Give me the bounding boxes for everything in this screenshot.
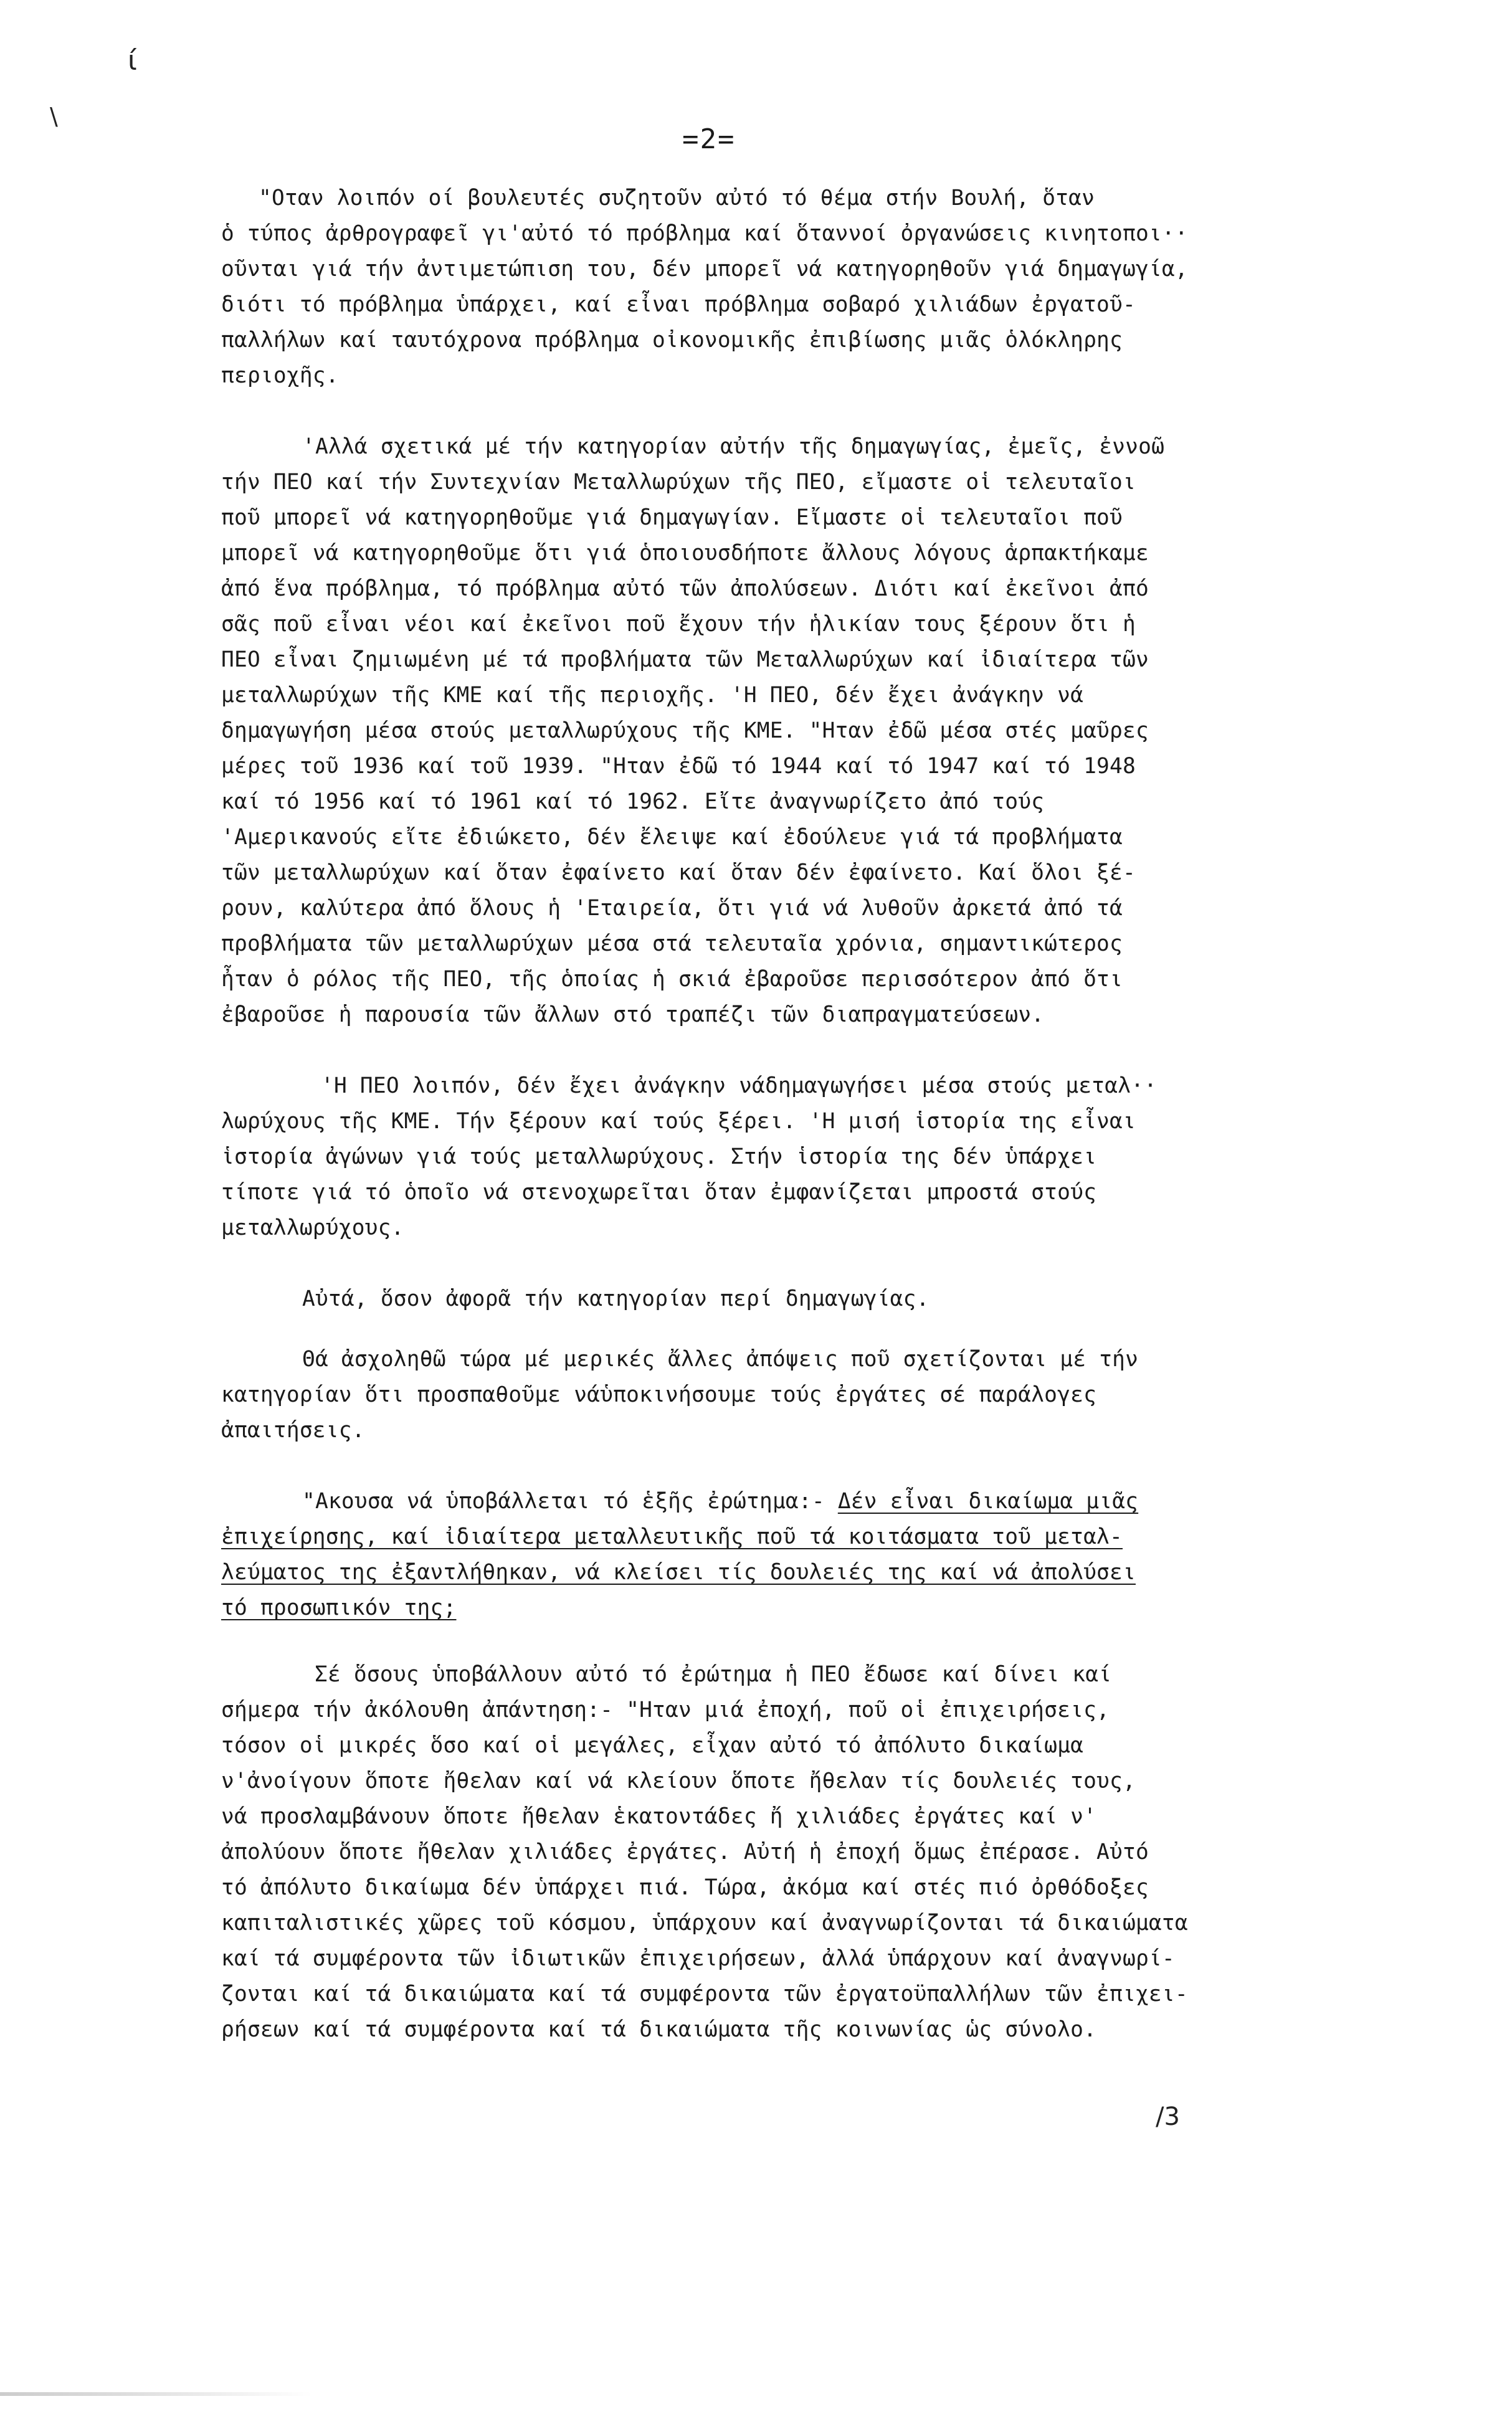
text-line: περιοχῆς. bbox=[221, 363, 339, 388]
margin-mark-top: ί bbox=[128, 45, 137, 77]
question-text: λεύματος της ἐξαντλήθηκαν, νά κλείσει τίς δουλειές της καί νά ἀπολύσει bbox=[221, 1560, 1136, 1585]
paragraph-7 bbox=[221, 1657, 1374, 2048]
text-line: ζονται καί τά δικαιώματα καί τά συμφέροντα τῶν ἐργατοϋπαλλήλων τῶν ἐπιχει- bbox=[221, 1982, 1188, 2007]
text-line: ν'ἀνοίγουν ὅποτε ἤθελαν καί νά κλείουν ὅποτε ἤθελαν τίς δουλειές τους, bbox=[221, 1769, 1136, 1794]
text-line: σᾶς ποῦ εἶναι νέοι καί ἐκεῖνοι ποῦ ἔχουν τήν ἡλικίαν τους ξέρουν ὅτι ἡ bbox=[221, 612, 1136, 637]
text-line: τόσον οἱ μικρές ὅσο καί οἱ μεγάλες, εἶχαν αὐτό τό ἀπόλυτο δικαίωμα bbox=[221, 1733, 1084, 1758]
text-line: τίποτε γιά τό ὁποῖο νά στενοχωρεῖται ὅταν ἐμφανίζεται μπροστά στούς bbox=[221, 1180, 1097, 1205]
text-line: λωρύχους τῆς ΚΜΕ. Τήν ξέρουν καί τούς ξέρει. 'Η μισή ἱστορία της εἶναι bbox=[221, 1109, 1136, 1134]
text-line: 'Αμερικανούς εἴτε ἐδιώκετο, δέν ἔλειψε καί ἐδούλευε γιά τά προβλήματα bbox=[221, 825, 1123, 850]
text-line: ὁ τύπος ἀρθρογραφεῖ γι'αὐτό τό πρόβλημα καί ὅταννοί ὀργανώσεις κινητοποι·· bbox=[221, 221, 1188, 246]
text-line: μέρες τοῦ 1936 καί τοῦ 1939. "Ηταν ἐδῶ τό 1944 καί τό 1947 καί τό 1948 bbox=[221, 754, 1136, 779]
text-line: Σέ ὅσους ὑποβάλλουν αὐτό τό ἐρώτημα ἡ ΠΕΟ ἔδωσε καί δίνει καί bbox=[315, 1662, 1112, 1687]
text-line: "Οταν λοιπόν οί βουλευτές συζητοῦν αὐτό τό θέμα στήν Βουλή, ὅταν bbox=[259, 186, 1095, 211]
text-line: ἀπαιτήσεις. bbox=[221, 1418, 365, 1443]
paragraph-5 bbox=[221, 1342, 1374, 1448]
question-intro: "Ακουσα νά ὑποβάλλεται τό ἑξῆς ἐρώτημα:- bbox=[302, 1489, 838, 1514]
text-line: μεταλλωρύχων τῆς ΚΜΕ καί τῆς περιοχῆς. 'Η ΠΕΟ, δέν ἔχει ἀνάγκην νά bbox=[221, 683, 1084, 708]
text-line: παλλήλων καί ταυτόχρονα πρόβλημα οἰκονομικῆς ἐπιβίωσης μιᾶς ὁλόκληρης bbox=[221, 328, 1123, 353]
text-line: ΠΕΟ εἶναι ζημιωμένη μέ τά προβλήματα τῶν Μεταλλωρύχων καί ἰδιαίτερα τῶν bbox=[221, 647, 1149, 672]
text-line: νά προσλαμβάνουν ὅποτε ἤθελαν ἑκατοντάδες ἤ χιλιάδες ἐργάτες καί ν' bbox=[221, 1804, 1097, 1829]
text-line: οῦνται γιά τήν ἀντιμετώπιση του, δέν μπορεῖ νά κατηγορηθοῦν γιά δημαγωγία, bbox=[221, 257, 1188, 282]
question-text: ἐπιχείρησης, καί ἰδιαίτερα μεταλλευτικῆς ποῦ τά κοιτάσματα τοῦ μεταλ- bbox=[221, 1524, 1123, 1549]
text-line bbox=[221, 1484, 1374, 1519]
text-line: καί τό 1956 καί τό 1961 καί τό 1962. Εἴτε ἀναγνωρίζετο ἀπό τούς bbox=[221, 789, 1045, 814]
text-line: Αὐτά, ὅσον ἀφορᾶ τήν κατηγορίαν περί δημαγωγίας. bbox=[302, 1286, 930, 1311]
text-line: καπιταλιστικές χῶρες τοῦ κόσμου, ὑπάρχουν καί ἀναγνωρίζονται τά δικαιώματα bbox=[221, 1911, 1188, 1936]
text-line: 'Αλλά σχετικά μέ τήν κατηγορίαν αὐτήν τῆς δημαγωγίας, ἐμεῖς, ἐννοῶ bbox=[302, 434, 1165, 459]
scan-artifact bbox=[0, 2392, 311, 2396]
text-line: ἱστορία ἀγώνων γιά τούς μεταλλωρύχους. Στήν ἱστορία της δέν ὑπάρχει bbox=[221, 1144, 1097, 1169]
text-line: προβλήματα τῶν μεταλλωρύχων μέσα στά τελευταῖα χρόνια, σημαντικώτερος bbox=[221, 931, 1123, 956]
paragraph-3 bbox=[221, 1068, 1374, 1246]
paragraph-2 bbox=[221, 429, 1374, 1033]
text-line: σήμερα τήν ἀκόλουθη ἀπάντηση:- "Ηταν μιά ἐποχή, ποῦ οἱ ἐπιχειρήσεις, bbox=[221, 1698, 1110, 1722]
document-body bbox=[221, 181, 1374, 2048]
text-line: τῶν μεταλλωρύχων καί ὅταν ἐφαίνετο καί ὅταν δέν ἐφαίνετο. Καί ὅλοι ξέ- bbox=[221, 860, 1136, 885]
paragraph-6-question bbox=[221, 1484, 1374, 1626]
text-line: δημαγωγήση μέσα στούς μεταλλωρύχους τῆς ΚΜΕ. "Ηταν ἐδῶ μέσα στές μαῦρες bbox=[221, 718, 1149, 743]
text-line: ρουν, καλύτερα ἀπό ὅλους ἡ 'Εταιρεία, ὅτι γιά νά λυθοῦν ἀρκετά ἀπό τά bbox=[221, 896, 1123, 921]
question-text: τό προσωπικόν της; bbox=[221, 1595, 457, 1620]
text-line: μεταλλωρύχους. bbox=[221, 1215, 404, 1240]
text-line: ἦταν ὁ ρόλος τῆς ΠΕΟ, τῆς ὁποίας ἡ σκιά ἐβαροῦσε περισσότερον ἀπό ὅτι bbox=[221, 967, 1123, 992]
text-line: Θά ἀσχοληθῶ τώρα μέ μερικές ἄλλες ἀπόψεις ποῦ σχετίζονται μέ τήν bbox=[302, 1347, 1139, 1372]
text-line: ρήσεων καί τά συμφέροντα καί τά δικαιώματα τῆς κοινωνίας ὡς σύνολο. bbox=[221, 2017, 1097, 2042]
text-line: μπορεῖ νά κατηγορηθοῦμε ὅτι γιά ὁποιουσδήποτε ἄλλους λόγους ἁρπακτήκαμε bbox=[221, 541, 1149, 566]
text-line: καί τά συμφέροντα τῶν ἰδιωτικῶν ἐπιχειρήσεων, ἀλλά ὑπάρχουν καί ἀναγνωρί- bbox=[221, 1946, 1175, 1971]
text-line: ἐβαροῦσε ἡ παρουσία τῶν ἄλλων στό τραπέζι τῶν διαπραγματεύσεων. bbox=[221, 1002, 1045, 1027]
question-text: Δέν εἶναι δικαίωμα μιᾶς bbox=[837, 1489, 1139, 1514]
margin-mark-left: \ bbox=[50, 103, 58, 130]
text-line: ποῦ μπορεῖ νά κατηγορηθοῦμε γιά δημαγωγίαν. Εἴμαστε οἱ τελευταῖοι ποῦ bbox=[221, 505, 1123, 530]
text-line: ἀπό ἕνα πρόβλημα, τό πρόβλημα αὐτό τῶν ἀπολύσεων. Διότι καί ἐκεῖνοι ἀπό bbox=[221, 576, 1149, 601]
paragraph-4 bbox=[221, 1281, 1374, 1317]
next-page-reference: /3 bbox=[1156, 2103, 1180, 2131]
text-line: διότι τό πρόβλημα ὑπάρχει, καί εἶναι πρόβλημα σοβαρό χιλιάδων ἐργατοῦ- bbox=[221, 292, 1136, 317]
text-line: τό ἀπόλυτο δικαίωμα δέν ὑπάρχει πιά. Τώρα, ἀκόμα καί στές πιό ὀρθόδοξες bbox=[221, 1875, 1149, 1900]
paragraph-1 bbox=[221, 181, 1374, 394]
text-line: 'Η ΠΕΟ λοιπόν, δέν ἔχει ἀνάγκην νάδημαγωγήσει μέσα στούς μεταλ·· bbox=[321, 1073, 1158, 1098]
page-number: =2= bbox=[682, 123, 736, 155]
text-line: ἀπολύουν ὅποτε ἤθελαν χιλιάδες ἐργάτες. Αὐτή ἡ ἐποχή ὅμως ἐπέρασε. Αὐτό bbox=[221, 1840, 1149, 1865]
text-line: τήν ΠΕΟ καί τήν Συντεχνίαν Μεταλλωρύχων τῆς ΠΕΟ, εἴμαστε οἱ τελευταῖοι bbox=[221, 470, 1136, 495]
text-line: κατηγορίαν ὅτι προσπαθοῦμε νάὑποκινήσουμε τούς ἐργάτες σέ παράλογες bbox=[221, 1382, 1097, 1407]
